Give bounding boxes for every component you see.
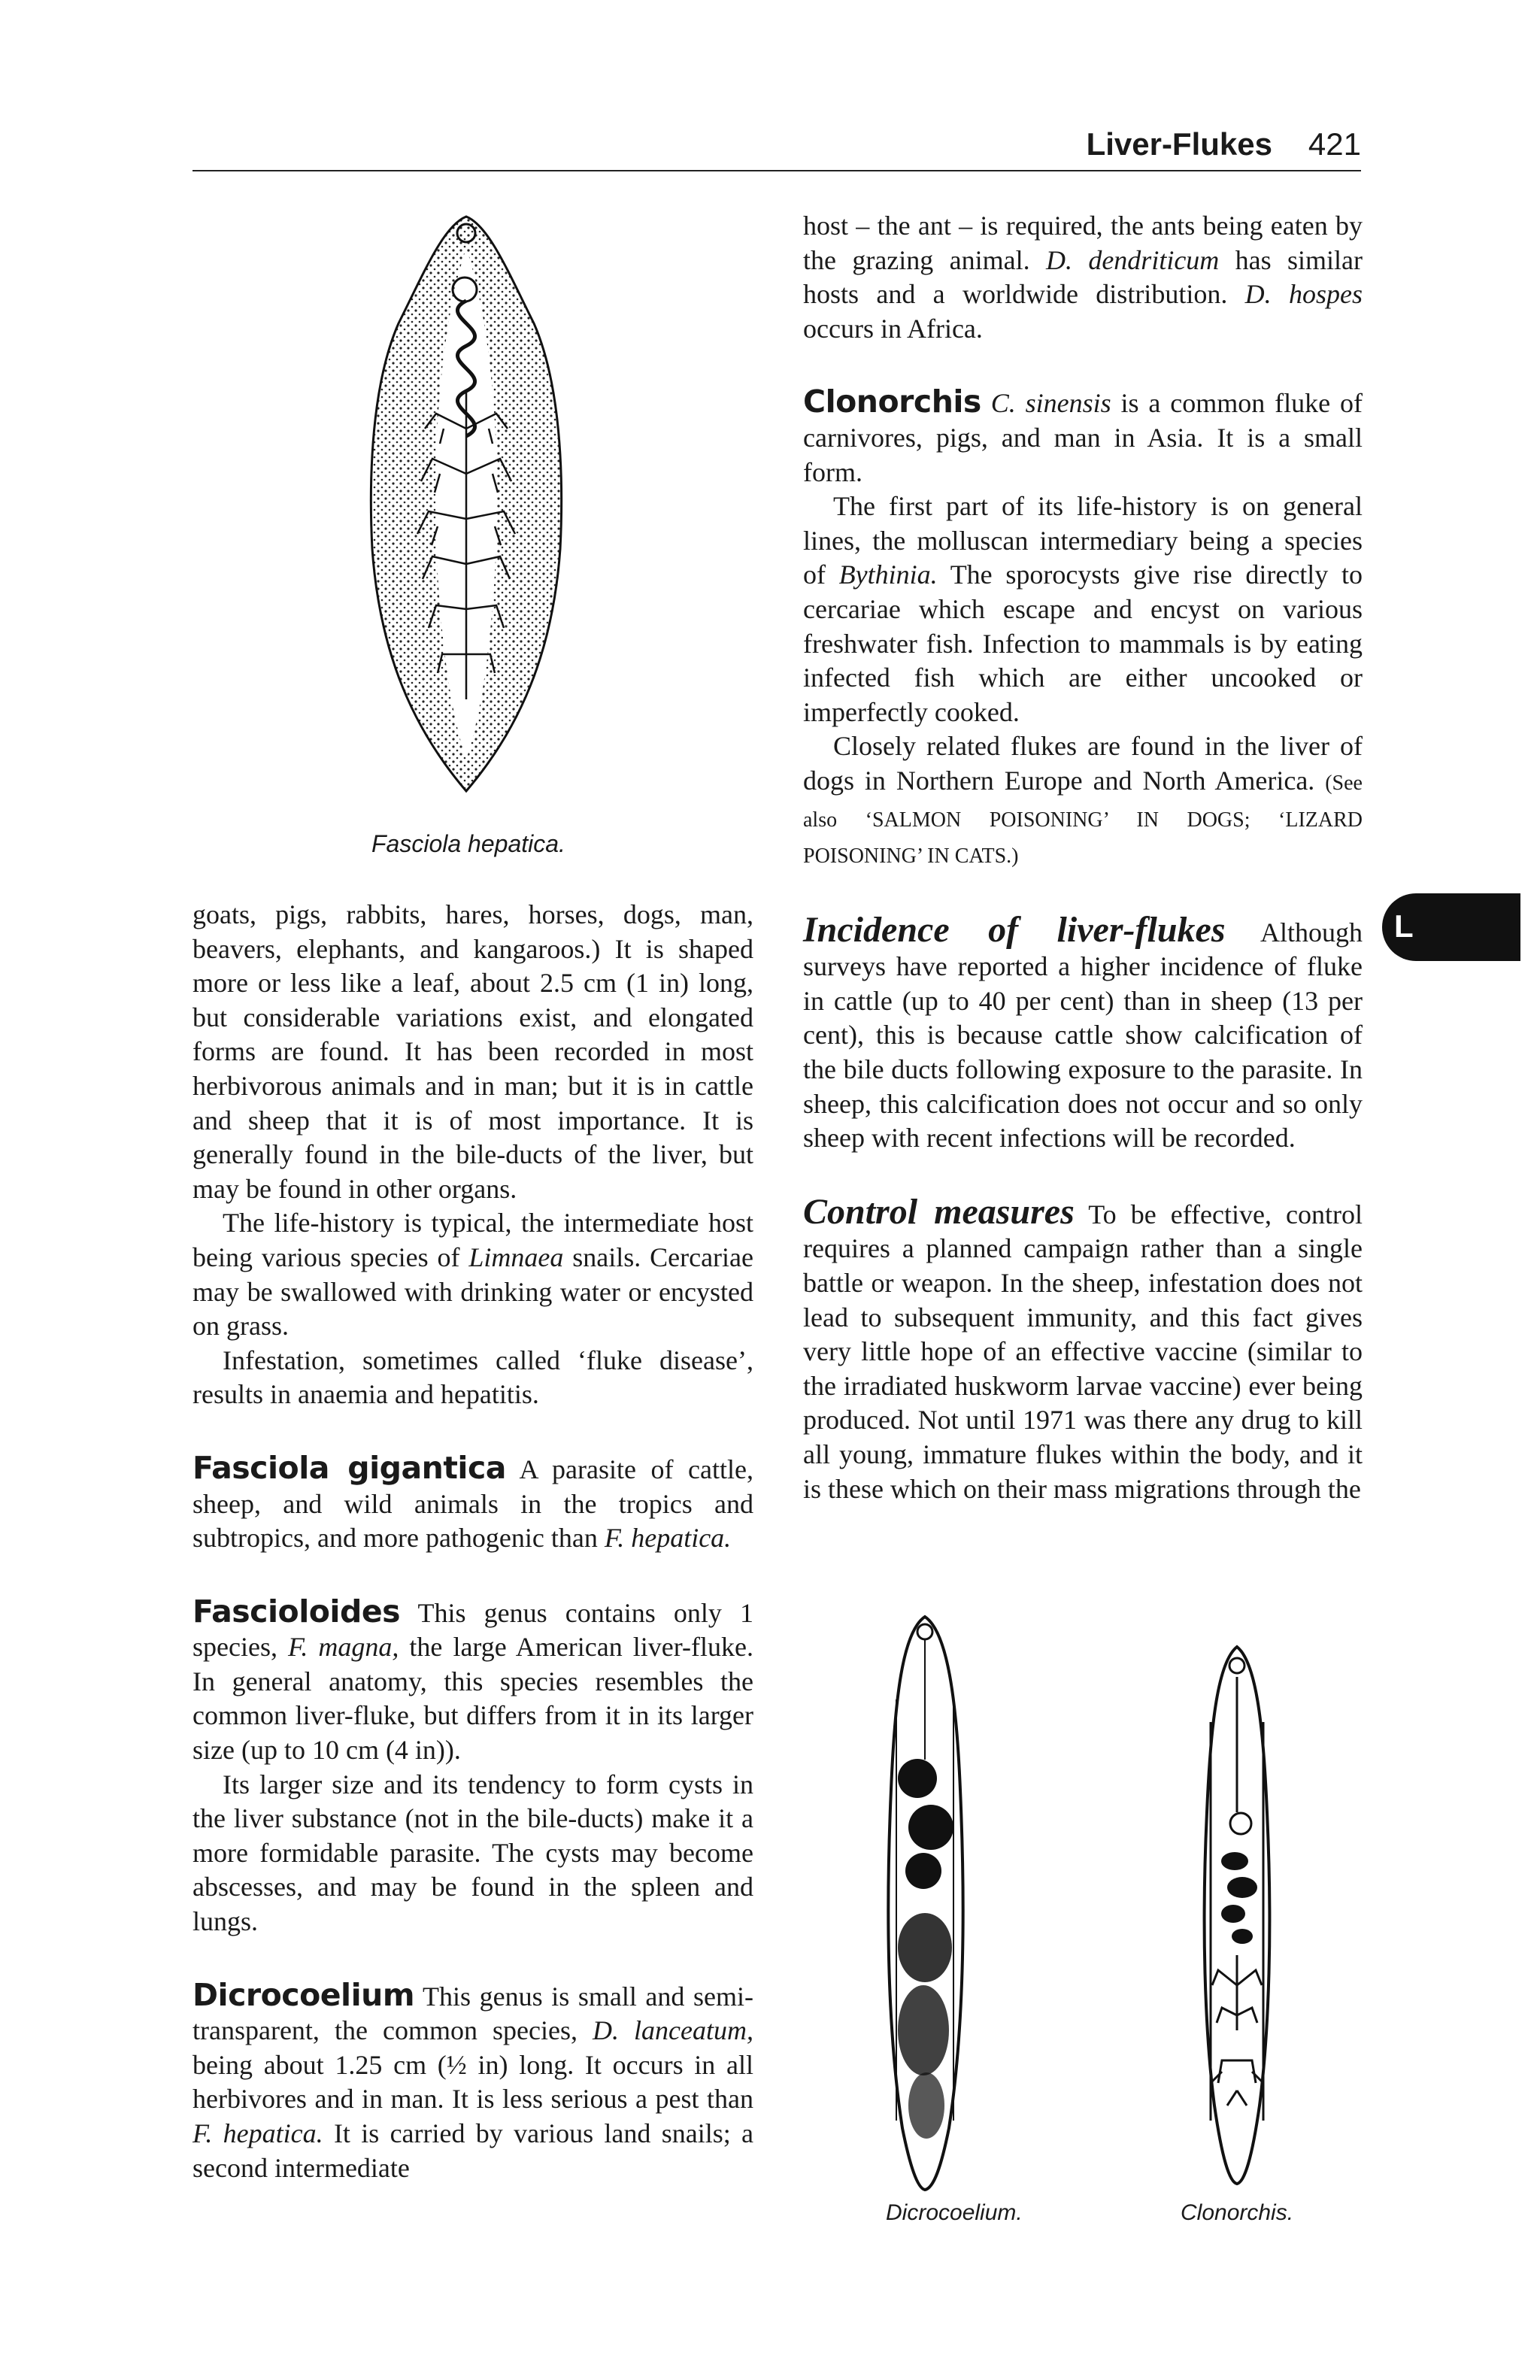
fasciola-hepatica-illustration [353, 203, 579, 805]
header-title: Liver-Flukes [1086, 126, 1272, 162]
left-column [192, 898, 753, 2185]
thumb-tab-letter: L [1394, 908, 1414, 944]
entry-heading: Fasciola gigantica [192, 1449, 506, 1486]
entry-heading: Dicrocoelium [192, 1976, 415, 2013]
paragraph: The first part of its life-history is on general lines, the molluscan intermediary being a species of Bythinia. The sporocysts give rise directly to cercariae which escape and encyst on various freshwater fish. Infection to mammals is by eating infected fish which are either uncooked or imperfectly cooked. [803, 491, 1363, 727]
entry-incidence: Incidence of liver-flukes Although surveys have reported a higher incidence of fluke in cattle (up to 40 per cent) than in sheep (13 per cent), this is because cattle show calcification of the bile ducts following exposure to the parasite. In sheep, this calcification does not occur and so only sheep with recent infections will be recorded. [803, 909, 1363, 1154]
fasciola-caption: Fasciola hepatica. [371, 830, 565, 857]
thumb-index-tab [1382, 893, 1520, 961]
clonorchis-illustration [1188, 1639, 1286, 2188]
right-column [803, 209, 1363, 1506]
entry-heading: Incidence of liver-flukes [803, 909, 1226, 950]
entry-fasciola-gigantica: Fasciola gigantica A parasite of cattle, sheep, and wild animals in the tropics and subtropics, and more pathogenic than F. hepatica. [192, 1449, 753, 1554]
paragraph: The life-history is typical, the intermediate host being various species of Limnaea snails. Cercariae may be swallowed with drinking water or encysted on grass. [192, 1208, 753, 1342]
entry-heading: Clonorchis [803, 384, 981, 420]
entry-heading: Fascioloides [192, 1593, 401, 1630]
entry-heading: Control measures [803, 1191, 1075, 1232]
running-header [192, 120, 1361, 171]
clonorchis-caption: Clonorchis. [1181, 2200, 1294, 2225]
cross-reference: (See also ‘SALMON POISONING’ IN DOGS; ‘LIZARD POISONING’ IN CATS.) [803, 771, 1363, 869]
paragraph: goats, pigs, rabbits, hares, horses, dogs, man, beavers, elephants, and kangaroos.) It is shaped more or less like a leaf, about 2.5 cm (1 in) long, but considerable variations exist, and elongated forms are found. It has been recorded in most herbivorous animals and in man; but it is in cattle and sheep that it is of most importance. It is generally found in the bile-ducts of the liver, but may be found in other organs. [192, 899, 753, 1204]
paragraph: Closely related flukes are found in the liver of dogs in Northern Europe and North America. (See also ‘SALMON POISONING’ IN DOGS; ‘LIZARD POISONING’ IN CATS.) [803, 731, 1363, 869]
dicrocoelium-illustration [872, 1609, 978, 2196]
dicrocoelium-caption: Dicrocoelium. [886, 2200, 1023, 2225]
page-number: 421 [1308, 126, 1361, 162]
paragraph: host – the ant – is required, the ants being eaten by the grazing animal. D. dendriticum has similar hosts and a worldwide distribution. D. hospes occurs in Africa. [803, 211, 1363, 344]
entry-fascioloides: Fascioloides This genus contains only 1 species, F. magna, the large American liver-fluke. In general anatomy, this species resembles the common liver-fluke, but differs from it in its larger size (up to 10 cm (4 in)). [192, 1593, 753, 1766]
entry-control-measures: Control measures To be effective, control requires a planned campaign rather than a single battle or weapon. In the sheep, infestation does not lead to subsequent immunity, and this fact gives very little hope of an effective vaccine (similar to the irradiated huskworm larvae vaccine) ever being produced. Not until 1971 was there any drug to kill all young, immature flukes within the body, and it is these which on their mass migrations through the [803, 1191, 1363, 1504]
entry-clonorchis: Clonorchis C. sinensis is a common fluke of carnivores, pigs, and man in Asia. It is a small form. [803, 384, 1363, 487]
paragraph: Its larger size and its tendency to form cysts in the liver substance (not in the bile-ducts) make it a more formidable parasite. The cysts may become abscesses, and may be found in the spleen and lungs. [192, 1769, 753, 1937]
entry-dicrocoelium: Dicrocoelium This genus is small and semi-transparent, the common species, D. lanceatum, being about 1.25 cm (½ in) long. It occurs in all herbivores and in man. It is less serious a pest than F. hepatica. It is carried by various land snails; a second intermediate [192, 1976, 753, 2183]
paragraph: Infestation, sometimes called ‘fluke disease’, results in anaemia and hepatitis. [192, 1345, 753, 1410]
